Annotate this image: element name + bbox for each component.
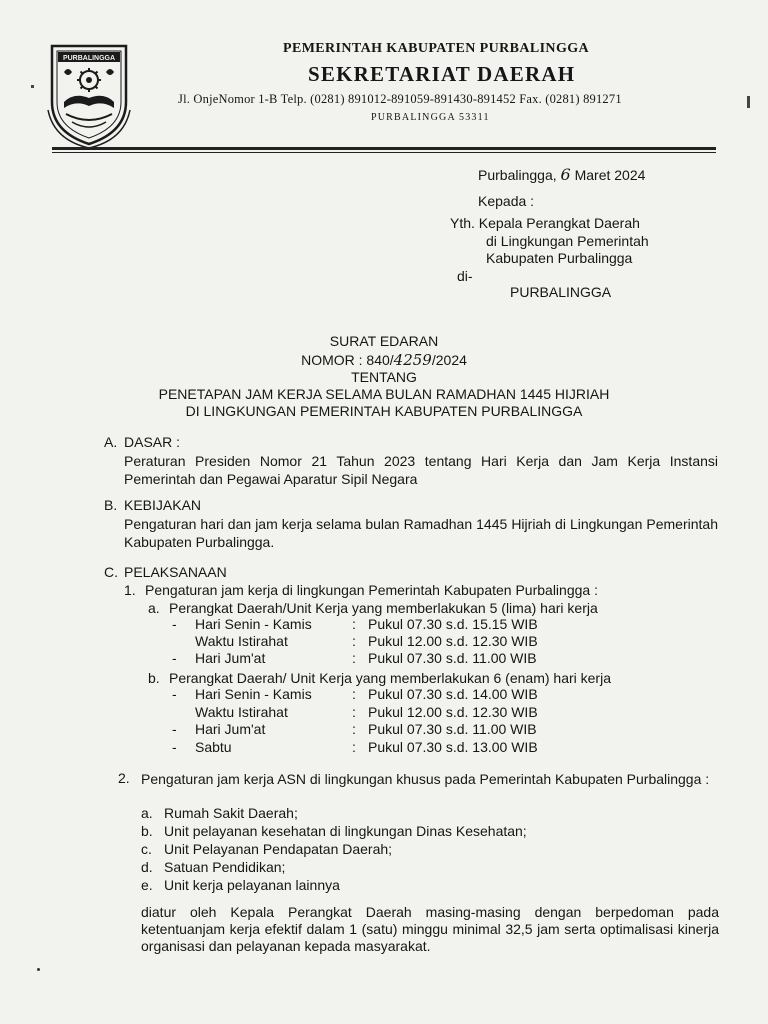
- schedule-day: Hari Jum'at: [195, 721, 266, 737]
- dateline: [478, 165, 645, 184]
- letter-tentang: TENTANG: [351, 369, 417, 385]
- schedule-dash: -: [172, 738, 177, 755]
- item-2-number: 2.: [118, 770, 130, 786]
- special-unit-text: Unit Pelayanan Pendapatan Daerah;: [164, 841, 393, 857]
- schedule-day: Hari Senin - Kamis: [195, 616, 312, 632]
- letter-subject-line2: DI LINGKUNGAN PEMERINTAH KABUPATEN PURBALINGGA: [185, 403, 583, 419]
- item-2-text: Pengaturan jam kerja ASN di lingkungan khusus pada Pemerintah Kabupaten Purbalingga :: [141, 771, 710, 787]
- schedule-time: Pukul 07.30 s.d. 13.00 WIB: [368, 738, 538, 755]
- recipient-di: di-: [457, 268, 473, 284]
- item-1-text: Pengaturan jam kerja di lingkungan Pemerintah Kabupaten Purbalingga :: [145, 582, 598, 598]
- letterhead-rule-thin: [52, 152, 716, 153]
- section-a-title: DASAR :: [124, 434, 181, 450]
- letterhead-office: SEKRETARIAT DAERAH: [308, 62, 576, 86]
- letterhead-government: PEMERINTAH KABUPATEN PURBALINGGA: [283, 41, 590, 56]
- letter-subject-line1: PENETAPAN JAM KERJA SELAMA BULAN RAMADHAN 1445 HIJRIAH: [158, 386, 610, 402]
- section-a-text: Peraturan Presiden Nomor 21 Tahun 2023 tentang Hari Kerja dan Jam Kerja Instansi Pemerintah dan Pegawai Aparatur Sipil Negara: [124, 453, 718, 487]
- item-1a-text: Perangkat Daerah/Unit Kerja yang memberlakukan 5 (lima) hari kerja: [169, 600, 598, 616]
- schedule-dash: -: [172, 650, 177, 666]
- schedule-day: Waktu Istirahat: [195, 703, 288, 720]
- scan-speck: [31, 85, 34, 88]
- item-1-number: 1.: [124, 582, 136, 598]
- item-1b-label: b.: [148, 670, 160, 686]
- schedule-day: Waktu Istirahat: [195, 633, 288, 649]
- scan-speck-bottom: [37, 968, 40, 971]
- special-unit-label: d.: [141, 859, 153, 875]
- letter-number-suffix: /2024: [431, 352, 467, 368]
- special-unit-label: b.: [141, 823, 153, 839]
- recipient-line3: Kabupaten Purbalingga: [486, 250, 633, 266]
- recipient-city: PURBALINGGA: [510, 284, 612, 300]
- section-a-label: A.: [104, 434, 118, 450]
- schedule-time: Pukul 07.30 s.d. 11.00 WIB: [368, 650, 537, 666]
- schedule-dash: -: [172, 686, 177, 702]
- letterhead-address: Jl. OnjeNomor 1-B Telp. (0281) 891012-891059-891430-891452 Fax. (0281) 891271: [178, 92, 622, 106]
- schedule-day: Hari Jum'at: [195, 650, 266, 666]
- recipient-kepada: Kepada :: [478, 193, 535, 209]
- schedule-time: Pukul 07.30 s.d. 14.00 WIB: [368, 686, 538, 702]
- special-unit-label: a.: [141, 805, 153, 821]
- letter-type: SURAT EDARAN: [329, 333, 439, 349]
- date-month-year: Maret 2024: [574, 167, 646, 183]
- schedule-colon: :: [352, 616, 356, 632]
- section-c-title: PELAKSANAAN: [124, 564, 227, 580]
- schedule-colon: :: [352, 686, 356, 702]
- section-c-label: C.: [104, 564, 118, 580]
- schedule-time: Pukul 12.00 s.d. 12.30 WIB: [368, 633, 538, 649]
- special-unit-text: Unit kerja pelayanan lainnya: [164, 877, 340, 893]
- section-b-label: B.: [104, 497, 118, 513]
- recipient-yth: Yth. Kepala Perangkat Daerah: [450, 215, 640, 231]
- recipient-line2: di Lingkungan Pemerintah: [486, 233, 649, 249]
- schedule-time: Pukul 07.30 s.d. 15.15 WIB: [368, 616, 538, 632]
- schedule-colon: :: [352, 633, 356, 649]
- date-day-handwritten: 6: [560, 165, 571, 184]
- schedule-colon: :: [352, 650, 356, 666]
- letter-number-handwritten: 4259: [393, 351, 432, 369]
- special-unit-label: c.: [141, 841, 152, 857]
- schedule-colon: :: [352, 738, 356, 755]
- special-unit-text: Satuan Pendidikan;: [164, 859, 286, 875]
- schedule-dash: -: [172, 721, 177, 737]
- special-unit-text: Unit pelayanan kesehatan di lingkungan Dinas Kesehatan;: [164, 823, 527, 839]
- letterhead-city: PURBALINGGA 53311: [371, 112, 490, 123]
- date-place: Purbalingga,: [478, 167, 557, 183]
- schedule-dash: -: [172, 616, 177, 632]
- purbalingga-coat-of-arms-logo: [44, 40, 134, 148]
- special-unit-label: e.: [141, 877, 153, 893]
- letterhead-rule-thick: [52, 147, 716, 150]
- schedule-time: Pukul 07.30 s.d. 11.00 WIB: [368, 721, 537, 737]
- schedule-colon: :: [352, 703, 356, 720]
- letter-number: [0, 351, 768, 369]
- item-1b-text: Perangkat Daerah/ Unit Kerja yang memberlakukan 6 (enam) hari kerja: [169, 670, 611, 686]
- schedule-day: Hari Senin - Kamis: [195, 686, 312, 702]
- special-unit-text: Rumah Sakit Daerah;: [164, 805, 298, 821]
- closing-paragraph: diatur oleh Kepala Perangkat Daerah masing-masing dengan berpedoman pada ketentuanjam kerja efektif dalam 1 (satu) minggu minimal 32,5 jam serta optimalisasi kinerja organisasi dan pelayanan kepada masyarakat.: [141, 904, 719, 954]
- schedule-colon: :: [352, 721, 356, 737]
- section-b-text: Pengaturan hari dan jam kerja selama bulan Ramadhan 1445 Hijriah di Lingkungan Pemerintah Kabupaten Purbalingga.: [124, 516, 718, 550]
- letter-number-prefix: NOMOR : 840/: [301, 352, 394, 368]
- logo-banner-text: PURBALINGGA: [62, 55, 116, 62]
- schedule-day: Sabtu: [195, 738, 232, 755]
- item-1a-label: a.: [148, 600, 160, 616]
- section-b-title: KEBIJAKAN: [124, 497, 202, 513]
- schedule-time: Pukul 12.00 s.d. 12.30 WIB: [368, 703, 538, 720]
- scan-mark: [747, 96, 750, 108]
